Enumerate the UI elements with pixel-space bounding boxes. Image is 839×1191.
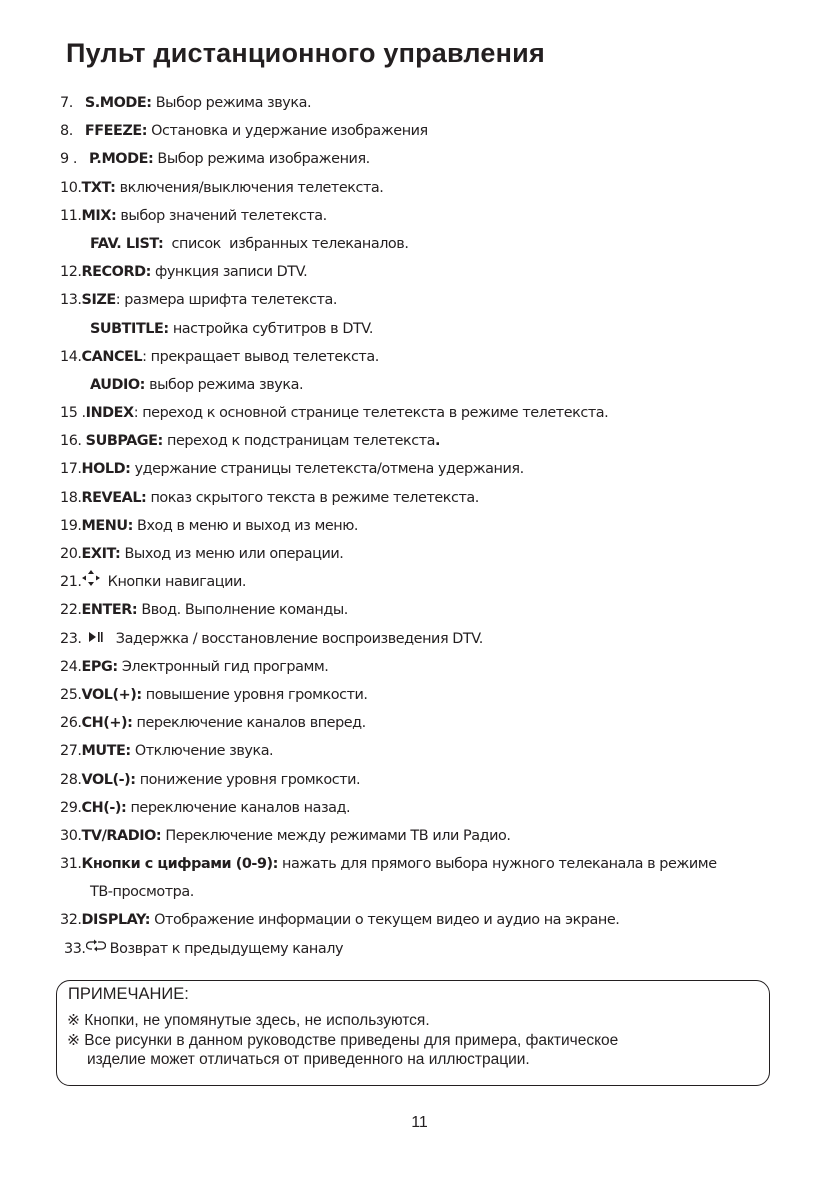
item-number: 17. (60, 461, 82, 478)
item-key: ENTER: (81, 602, 138, 619)
item-text: Ввод. Выполнение команды. (137, 602, 348, 619)
item-tail: . (435, 433, 441, 450)
item-key: FAV. LIST: (90, 235, 164, 252)
item-number: 29. (60, 799, 82, 816)
page-title: Пульт дистанционного управления (66, 38, 545, 68)
play-pause-icon (88, 625, 104, 653)
list-item (60, 935, 800, 963)
note-title: ПРИМЕЧАНИЕ: (68, 985, 189, 1003)
item-key: AUDIO: (90, 376, 145, 393)
item-key: CH(-): (81, 799, 127, 816)
item-key: RECORD: (81, 264, 151, 281)
list-item (60, 625, 800, 653)
item-key: S.MODE: (84, 95, 152, 111)
item-key: INDEX (85, 405, 134, 422)
return-arrow-icon (86, 935, 106, 963)
item-number: 20. (60, 546, 82, 562)
list-item (60, 427, 800, 455)
item-text: понижение уровня громкости. (135, 771, 361, 788)
list-item (60, 681, 800, 709)
list-item (60, 822, 800, 850)
list-item (60, 371, 800, 399)
item-key: VOL(+): (81, 686, 142, 703)
item-number: 14. (60, 348, 82, 365)
item-number: 18. (60, 489, 82, 506)
item-text: Отключение звука. (130, 743, 274, 760)
note-line: ※ Кнопки, не упомянутые здесь, не используются. (67, 1012, 430, 1029)
item-number: 23. (60, 630, 82, 647)
item-key: EXIT: (81, 546, 121, 562)
list-item (60, 878, 800, 906)
item-key: MENU: (81, 517, 133, 534)
list-item (60, 202, 800, 230)
item-key: CH(+): (81, 715, 133, 732)
item-text: настройка субтитров в DTV. (168, 320, 373, 337)
item-text: список избранных телеканалов. (163, 235, 409, 252)
item-number: 25. (60, 686, 82, 703)
navigation-arrows-icon (82, 568, 100, 596)
item-text: : размера шрифта телетекста. (115, 292, 338, 309)
item-text: Возврат к предыдущему каналу (105, 940, 344, 957)
item-text: : прекращает вывод телетекста. (142, 348, 379, 365)
item-key: EPG: (81, 658, 118, 675)
item-text: функция записи DTV. (150, 264, 308, 281)
item-number: 16. (60, 433, 86, 450)
item-number: 32. (60, 912, 82, 929)
button-description-list (60, 89, 800, 963)
item-text: удержание страницы телетекста/отмена удержания. (130, 461, 524, 478)
item-number: 13. (60, 292, 82, 309)
list-item (60, 737, 800, 765)
item-text: Отображение информации о текущем видео и аудио на экране. (150, 912, 620, 929)
item-number: 24. (60, 658, 82, 675)
list-item (60, 850, 800, 878)
item-key: REVEAL: (81, 489, 147, 506)
item-text: ТВ-просмотра. (90, 884, 194, 901)
list-item (60, 484, 800, 512)
item-number: 33. (64, 940, 86, 957)
item-text: Выход из меню или операции. (120, 546, 344, 562)
item-key: MIX: (81, 207, 117, 224)
item-text: Остановка и удержание изображения (147, 123, 428, 140)
item-number: 10. (60, 179, 82, 196)
note-line: ※ Все рисунки в данном руководстве приведены для примера, фактическое (67, 1032, 619, 1049)
item-number: 7. (60, 95, 73, 111)
list-item (60, 455, 800, 483)
item-number: 26. (60, 715, 82, 732)
list-item (60, 230, 800, 258)
list-item (60, 258, 800, 286)
item-number: 15 . (60, 405, 86, 422)
list-item (60, 286, 800, 314)
note-line: изделие может отличаться от приведенного на иллюстрации. (87, 1051, 530, 1068)
item-number: 8. (60, 123, 73, 140)
item-text: : переход к основной странице телетекста в режиме телетекста. (133, 405, 609, 422)
list-item (60, 766, 800, 794)
item-key: CANCEL (81, 348, 143, 365)
list-item (60, 174, 800, 202)
item-text: Задержка / восстановление воспроизведения DTV. (107, 630, 483, 647)
item-text: повышение уровня громкости. (141, 686, 368, 703)
list-item (60, 512, 800, 540)
item-text: показ скрытого текста в режиме телетекста. (146, 489, 479, 506)
item-key: SUBTITLE: (90, 320, 169, 337)
item-text: Выбор режима звука. (151, 95, 312, 111)
list-item (60, 399, 800, 427)
list-item (60, 343, 800, 371)
item-number: 22. (60, 602, 82, 619)
item-text: Переключение между режимами ТВ или Радио. (161, 827, 511, 844)
item-number: 21. (60, 574, 82, 591)
item-text: выбор режима звука. (144, 376, 304, 393)
list-item (60, 540, 800, 568)
item-text: Вход в меню и выход из меню. (132, 517, 359, 534)
item-number: 30. (60, 827, 82, 844)
item-key: VOL(-): (81, 771, 136, 788)
item-key: DISPLAY: (81, 912, 151, 929)
list-item (60, 906, 800, 934)
list-item (60, 653, 800, 681)
item-number: 11. (60, 207, 82, 224)
list-item (60, 89, 800, 117)
list-item (60, 568, 800, 596)
item-text: Кнопки навигации. (103, 574, 246, 591)
list-item (60, 315, 800, 343)
item-text: переключение каналов вперед. (132, 715, 366, 732)
item-text: переключение каналов назад. (126, 799, 351, 816)
item-key: FFEEZE: (84, 123, 148, 140)
item-number: 9 . (60, 151, 77, 168)
item-number: 31. (60, 856, 82, 873)
item-text: включения/выключения телетекста. (115, 179, 384, 196)
note-box (56, 980, 770, 1086)
item-number: 19. (60, 517, 82, 534)
item-key: MUTE: (81, 743, 131, 760)
item-text: переход к подстраницам телетекста (162, 433, 436, 450)
list-item (60, 709, 800, 737)
list-item (60, 117, 800, 145)
item-key: TV/RADIO: (81, 827, 162, 844)
page-number: 11 (411, 1114, 428, 1131)
item-number: 28. (60, 771, 82, 788)
item-text: выбор значений телетекста. (116, 207, 327, 224)
item-key: SIZE (81, 292, 116, 309)
list-item (60, 145, 800, 173)
item-text: Выбор режима изображения. (153, 151, 370, 168)
item-number: 27. (60, 743, 82, 760)
item-key: SUBPAGE: (85, 433, 163, 450)
list-item (60, 794, 800, 822)
item-key: Кнопки с цифрами (0-9): (81, 856, 278, 873)
item-text: нажать для прямого выбора нужного телеканала в режиме (277, 856, 717, 873)
item-text: Электронный гид программ. (117, 658, 329, 675)
item-key: HOLD: (81, 461, 131, 478)
list-item (60, 596, 800, 624)
item-key: TXT: (81, 179, 116, 196)
item-number: 12. (60, 264, 82, 281)
item-key: P.MODE: (88, 151, 154, 168)
